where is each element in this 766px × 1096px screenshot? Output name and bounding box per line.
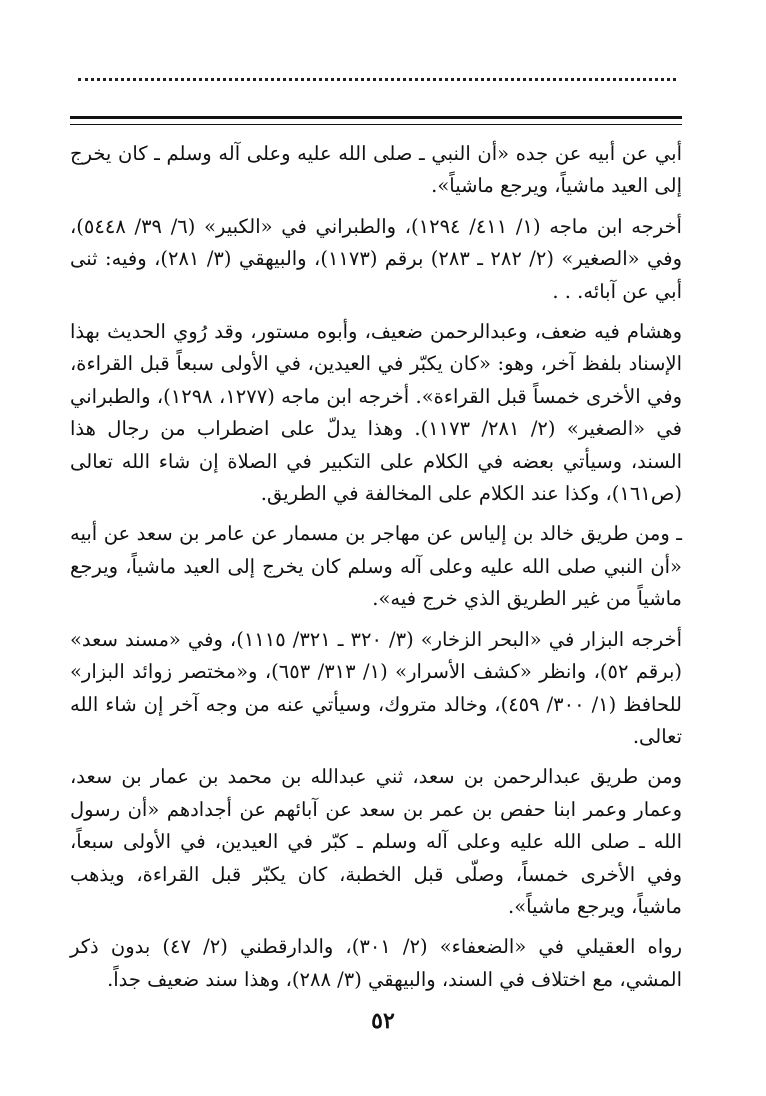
paragraph: ومن طريق عبدالرحمن بن سعد، ثني عبدالله بن محمد بن عمار بن سعد، وعمار وعمر ابنا حفص بن عمر بن سعد عن آبائهم عن أجدادهم «أن رسول الله ـ صلى الله عليه وعلى آله وسلم ـ كبّر في العيدين، في الأولى سبعاً، وفي الأخرى خمساً، وصلّى قبل الخطبة، كان يكبّر قبل القراءة، ويذهب ماشياً، ويرجع ماشياً». xyxy=(70,765,682,918)
paragraph: ـ ومن طريق خالد بن إلياس عن مهاجر بن مسمار عن عامر بن سعد عن أبيه «أن النبي صلى الله عليه وعلى آله وسلم كان يخرج إلى العيد ماشياً، ويرجع ماشياً من غير الطريق الذي خرج فيه». xyxy=(70,522,682,611)
paragraph: رواه العقيلي في «الضعفاء» (٢/ ٣٠١)، والدارقطني (٢/ ٤٧) بدون ذكر المشي، مع اختلاف في السند، والبيهقي (٣/ ٢٨٨)، وهذا سند ضعيف جداً. xyxy=(70,935,682,991)
paragraph: وهشام فيه ضعف، وعبدالرحمن ضعيف، وأبوه مستور، وقد رُوي الحديث بهذا الإسناد بلفظ آخر، وهو: «كان يكبّر في العيدين، في الأولى سبعاً قبل القراءة، وفي الأخرى خمساً قبل القراءة». أخرجه ابن ماجه (١٢٧٧، ١٢٩٨)، والطبراني في «الصغير» (٢/ ٢٨١/ ١١٧٣). وهذا يدلّ على اضطراب من رجال هذا السند، وسيأتي بعضه في الكلام على التكبير في الصلاة إن شاء الله تعالى (ص١٦١)، وكذا عند الكلام على المخالفة في الطريق. xyxy=(70,320,682,506)
page-number: ٥٢ xyxy=(371,1008,395,1034)
body-text xyxy=(70,138,682,1004)
paragraph: أخرجه ابن ماجه (١/ ٤١١/ ١٢٩٤)، والطبراني في «الكبير» (٦/ ٣٩/ ٥٤٤٨)، وفي «الصغير» (٢/ ٢٨٢ ـ ٢٨٣) برقم (١١٧٣)، والبيهقي (٣/ ٢٨١)، وفيه: ثنى أبي عن آبائه. . . xyxy=(70,214,682,303)
header-rule-thin xyxy=(70,124,682,125)
header-rule-thick xyxy=(70,116,682,119)
header-dotted-line xyxy=(78,78,676,81)
paragraph: أبي عن أبيه عن جده «أن النبي ـ صلى الله عليه وعلى آله وسلم ـ كان يخرج إلى العيد ماشياً، ويرجع ماشياً». xyxy=(70,142,682,198)
paragraph: أخرجه البزار في «البحر الزخار» (٣/ ٣٢٠ ـ ٣٢١/ ١١١٥)، وفي «مسند سعد» (برقم ٥٢)، وانظر «كشف الأسرار» (١/ ٣١٣/ ٦٥٣)، و«مختصر زوائد البزار» للحافظ (١/ ٣٠٠/ ٤٥٩)، وخالد متروك، وسيأتي عنه من وجه آخر إن شاء الله تعالى. xyxy=(70,627,682,748)
